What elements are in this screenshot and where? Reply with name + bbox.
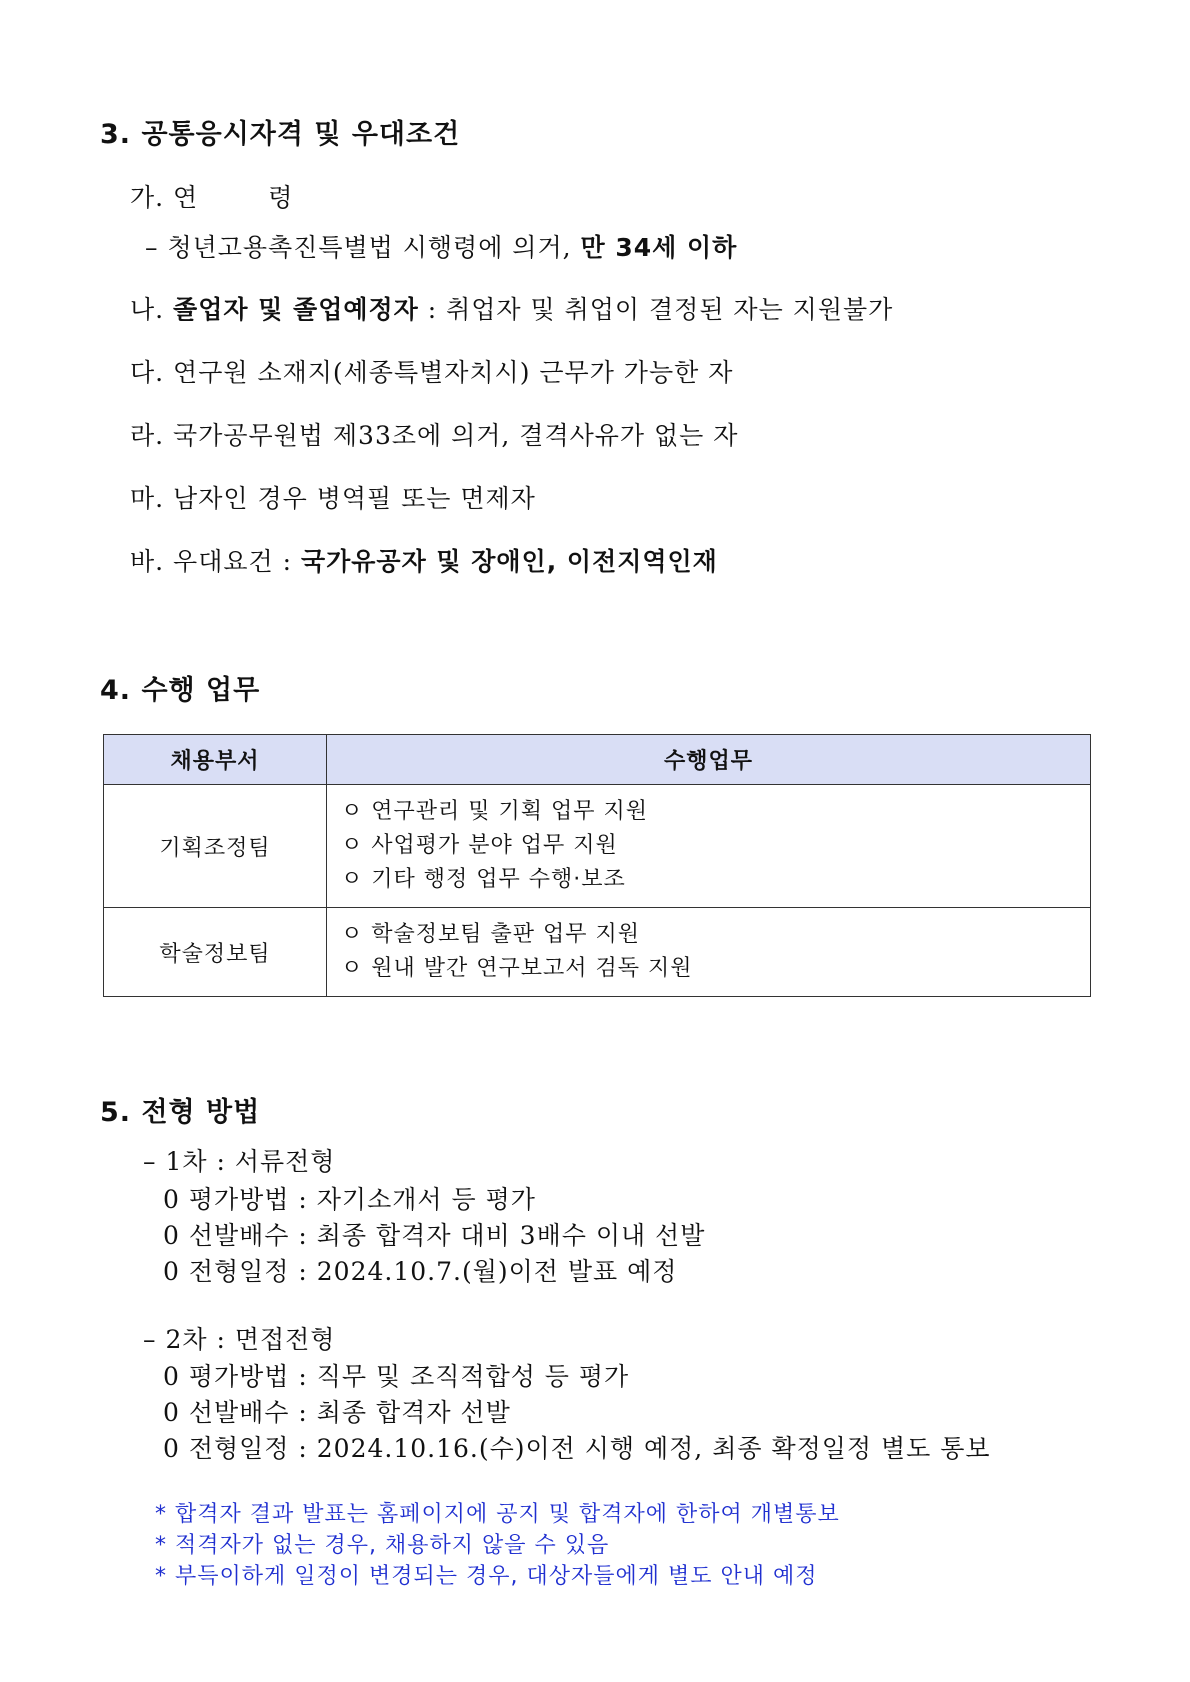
stage2-item: 0 전형일정 : 2024.10.16.(수)이전 시행 예정, 최종 확정일정 별도 통보 bbox=[163, 1434, 991, 1463]
graduate-bold: 졸업자 및 졸업예정자 bbox=[173, 295, 419, 324]
stage1-item: 0 전형일정 : 2024.10.7.(월)이전 발표 예정 bbox=[163, 1257, 678, 1286]
location-item: 다. 연구원 소재지(세종특별자치시) 근무가 가능한 자 bbox=[130, 358, 734, 387]
stage2-item: 0 선발배수 : 최종 합격자 선발 bbox=[163, 1398, 511, 1427]
department-cell: 기획조정팀 bbox=[104, 785, 327, 908]
note-item: * 적격자가 없는 경우, 채용하지 않을 수 있음 bbox=[155, 1533, 610, 1558]
duty-table bbox=[103, 734, 1091, 997]
table-header-row bbox=[104, 735, 1091, 785]
duty-item: ㅇ 사업평가 분야 업무 지원 bbox=[341, 833, 618, 858]
duty-item: ㅇ 연구관리 및 기획 업무 지원 bbox=[341, 799, 648, 824]
graduate-item bbox=[130, 290, 893, 326]
header-duties: 수행업무 bbox=[327, 735, 1091, 785]
duties-cell bbox=[327, 785, 1091, 908]
age-label-suffix: 령 bbox=[268, 183, 294, 212]
preference-item bbox=[130, 542, 718, 578]
note-item: * 합격자 결과 발표는 홈페이지에 공지 및 합격자에 한하여 개별통보 bbox=[155, 1502, 840, 1527]
note-item: * 부득이하게 일정이 변경되는 경우, 대상자들에게 별도 안내 예정 bbox=[155, 1564, 818, 1589]
duty-item: ㅇ 원내 발간 연구보고서 검독 지원 bbox=[341, 956, 693, 981]
stage2-item: 0 평가방법 : 직무 및 조직적합성 등 평가 bbox=[163, 1362, 630, 1391]
section-4-title: 4. 수행 업무 bbox=[100, 675, 261, 706]
age-limit: 만 34세 이하 bbox=[580, 233, 738, 262]
stage1-item: 0 평가방법 : 자기소개서 등 평가 bbox=[163, 1185, 536, 1214]
department-cell: 학술정보팀 bbox=[104, 908, 327, 997]
preference-bold: 국가유공자 및 장애인, 이전지역인재 bbox=[300, 547, 718, 576]
age-detail bbox=[145, 228, 737, 264]
header-department: 채용부서 bbox=[104, 735, 327, 785]
table-row bbox=[104, 908, 1091, 997]
preference-prefix: 바. 우대요건 : bbox=[130, 547, 301, 576]
table-row bbox=[104, 785, 1091, 908]
section-3-title: 3. 공통응시자격 및 우대조건 bbox=[100, 119, 461, 150]
stage1-heading: – 1차 : 서류전형 bbox=[143, 1147, 336, 1176]
graduate-prefix: 나. bbox=[130, 295, 174, 324]
military-item: 마. 남자인 경우 병역필 또는 면제자 bbox=[130, 484, 536, 513]
age-item bbox=[130, 178, 293, 214]
graduate-rest: : 취업자 및 취업이 결정된 자는 지원불가 bbox=[418, 295, 894, 324]
age-label-prefix: 가. 연 bbox=[130, 183, 199, 212]
disqualification-item: 라. 국가공무원법 제33조에 의거, 결격사유가 없는 자 bbox=[130, 421, 739, 450]
section-5-title: 5. 전형 방법 bbox=[100, 1097, 261, 1128]
stage2-heading: – 2차 : 면접전형 bbox=[143, 1325, 336, 1354]
duties-cell bbox=[327, 908, 1091, 997]
duty-item: ㅇ 기타 행정 업무 수행·보조 bbox=[341, 867, 626, 892]
stage1-item: 0 선발배수 : 최종 합격자 대비 3배수 이내 선발 bbox=[163, 1221, 706, 1250]
age-detail-text: – 청년고용촉진특별법 시행령에 의거, bbox=[145, 233, 581, 262]
duty-item: ㅇ 학술정보팀 출판 업무 지원 bbox=[341, 922, 640, 947]
